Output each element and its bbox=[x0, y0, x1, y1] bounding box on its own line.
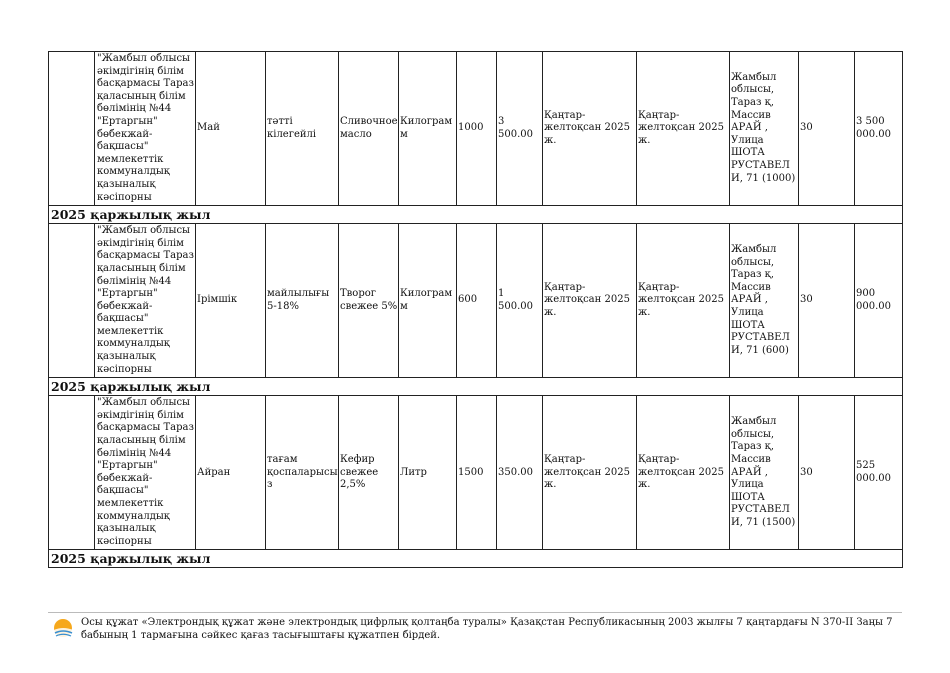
period-cell: Қаңтар-желтоқсан 2025 ж. bbox=[543, 396, 637, 550]
fiscal-year-label: 2025 қаржылық жыл bbox=[49, 550, 903, 568]
delivery-period-cell: Қаңтар-желтоқсан 2025 ж. bbox=[637, 52, 730, 206]
procurement-table bbox=[48, 51, 903, 568]
description-kz-cell: тәтті кілегейлі bbox=[266, 52, 339, 206]
description-ru-cell: Творог свежее 5% bbox=[339, 224, 399, 378]
description-kz-cell: тағам қоспаларысыз bbox=[266, 396, 339, 550]
advance-cell: 30 bbox=[799, 396, 855, 550]
unit-cell: Килограмм bbox=[399, 52, 457, 206]
item-name-cell: Май bbox=[196, 52, 266, 206]
description-ru-cell: Сливочное масло bbox=[339, 52, 399, 206]
address-cell: Жамбыл облысы, Тараз қ, Массив АРАЙ , Улица ШОТА РУСТАВЕЛИ, 71 (1500) bbox=[730, 396, 799, 550]
legal-notice: Осы құжат «Электрондық құжат және электрондық цифрлық қолтаңба туралы» Қазақстан Республикасының 2003 жылғы 7 қаңтардағы N 370-II Заңы 7 бабының 1 тармағына сәйкес қағаз тасығыштағы құжатпен бірдей. bbox=[81, 617, 893, 641]
total-cell: 3 500 000.00 bbox=[855, 52, 903, 206]
table-row bbox=[49, 396, 903, 550]
year-row bbox=[49, 206, 903, 224]
price-cell: 1 500.00 bbox=[497, 224, 543, 378]
quantity-cell: 600 bbox=[457, 224, 497, 378]
description-kz-cell: майлылығы 5-18% bbox=[266, 224, 339, 378]
total-cell: 525 000.00 bbox=[855, 396, 903, 550]
advance-cell: 30 bbox=[799, 52, 855, 206]
quantity-cell: 1500 bbox=[457, 396, 497, 550]
period-cell: Қаңтар-желтоқсан 2025 ж. bbox=[543, 224, 637, 378]
delivery-period-cell: Қаңтар-желтоқсан 2025 ж. bbox=[637, 396, 730, 550]
price-cell: 3 500.00 bbox=[497, 52, 543, 206]
year-row bbox=[49, 550, 903, 568]
item-name-cell: Айран bbox=[196, 396, 266, 550]
unit-cell: Литр bbox=[399, 396, 457, 550]
row-number-cell bbox=[49, 224, 95, 378]
total-cell: 900 000.00 bbox=[855, 224, 903, 378]
price-cell: 350.00 bbox=[497, 396, 543, 550]
item-name-cell: Ірімшік bbox=[196, 224, 266, 378]
customer-cell: "Жамбыл облысы әкімдігінің білім басқармасы Тараз қаласының білім бөлімінің №44 "Ертаргын" бөбекжай-бақшасы" мемлекеттік коммуналдық қазыналық кәсіпорны bbox=[95, 396, 196, 550]
period-cell: Қаңтар-желтоқсан 2025 ж. bbox=[543, 52, 637, 206]
delivery-period-cell: Қаңтар-желтоқсан 2025 ж. bbox=[637, 224, 730, 378]
table-row bbox=[49, 224, 903, 378]
customer-cell: "Жамбыл облысы әкімдігінің білім басқармасы Тараз қаласының білім бөлімінің №44 "Ертаргын" бөбекжай-бақшасы" мемлекеттік коммуналдық қазыналық кәсіпорны bbox=[95, 52, 196, 206]
fiscal-year-label: 2025 қаржылық жыл bbox=[49, 206, 903, 224]
address-cell: Жамбыл облысы, Тараз қ, Массив АРАЙ , Улица ШОТА РУСТАВЕЛИ, 71 (600) bbox=[730, 224, 799, 378]
fiscal-year-label: 2025 қаржылық жыл bbox=[49, 378, 903, 396]
quantity-cell: 1000 bbox=[457, 52, 497, 206]
footer bbox=[48, 612, 902, 641]
advance-cell: 30 bbox=[799, 224, 855, 378]
address-cell: Жамбыл облысы, Тараз қ, Массив АРАЙ , Улица ШОТА РУСТАВЕЛИ, 71 (1000) bbox=[730, 52, 799, 206]
year-row bbox=[49, 378, 903, 396]
row-number-cell bbox=[49, 396, 95, 550]
description-ru-cell: Кефир свежее 2,5% bbox=[339, 396, 399, 550]
table-row bbox=[49, 52, 903, 206]
row-number-cell bbox=[49, 52, 95, 206]
egov-sun-logo-icon bbox=[52, 617, 76, 641]
customer-cell: "Жамбыл облысы әкімдігінің білім басқармасы Тараз қаласының білім бөлімінің №44 "Ертаргын" бөбекжай-бақшасы" мемлекеттік коммуналдық қазыналық кәсіпорны bbox=[95, 224, 196, 378]
unit-cell: Килограмм bbox=[399, 224, 457, 378]
